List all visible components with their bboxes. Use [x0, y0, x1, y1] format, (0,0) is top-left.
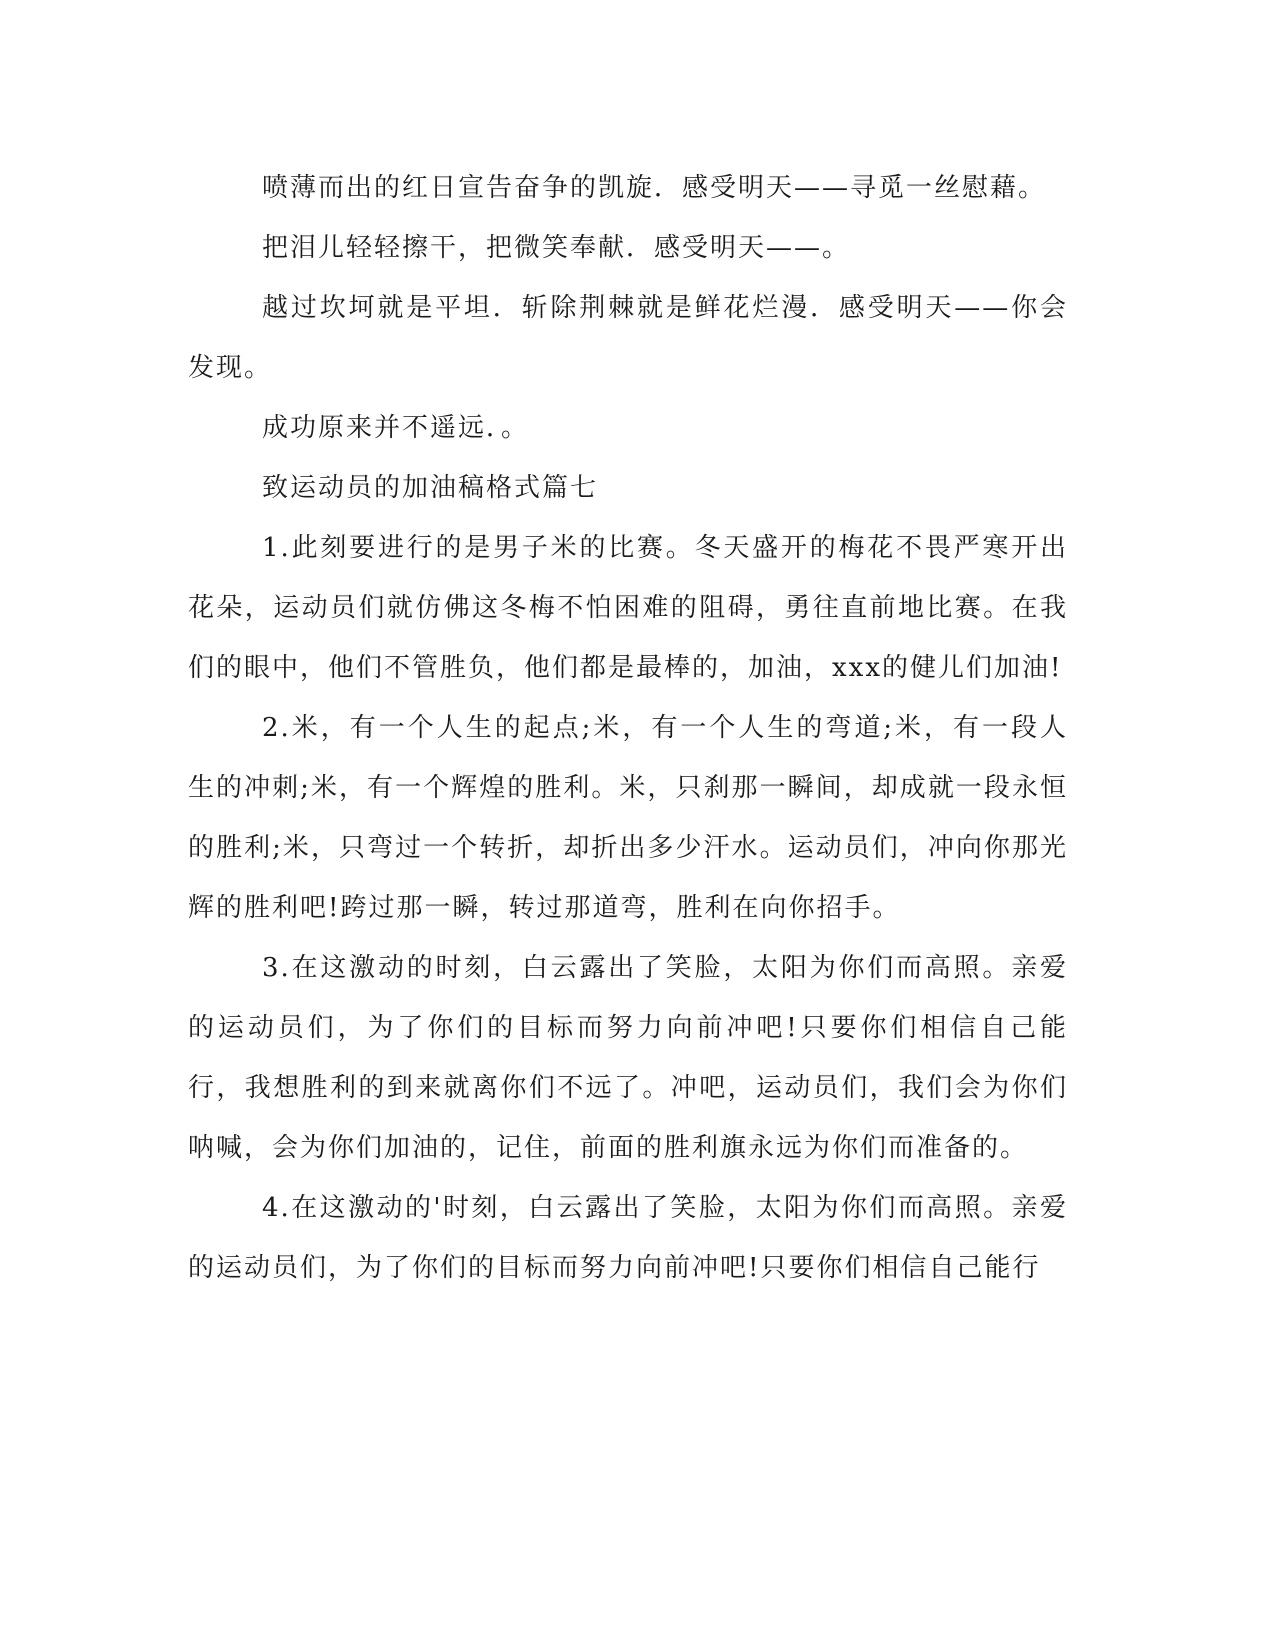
paragraph: 把泪儿轻轻擦干，把微笑奉献．感受明天——。	[262, 233, 851, 263]
paragraph: 2.米，有一个人生的起点;米，有一个人生的弯道;米，有一段人生的冲刺;米，有一个辉煌的胜利。米，只刹那一瞬间，却成就一段永恒的胜利;米，只弯过一个转折，却折出多少汗水。运动员们，冲向你那光辉的胜利吧!跨过那一瞬，转过那道弯，胜利在向你招手。	[188, 713, 1068, 923]
paragraph: 喷薄而出的红日宣告奋争的凯旋．感受明天——寻觅一丝慰藉。	[262, 173, 1047, 203]
paragraph: 3.在这激动的时刻，白云露出了笑脸，太阳为你们而高照。亲爱的运动员们，为了你们的目标而努力向前冲吧!只要你们相信自己能行，我想胜利的到来就离你们不远了。冲吧，运动员们，我们会为你们呐喊，会为你们加油的，记住，前面的胜利旗永远为你们而准备的。	[188, 953, 1068, 1163]
section-heading: 致运动员的加油稿格式篇七	[262, 473, 599, 503]
paragraph: 4.在这激动的'时刻，白云露出了笑脸，太阳为你们而高照。亲爱的运动员们，为了你们的目标而努力向前冲吧!只要你们相信自己能行	[188, 1193, 1068, 1283]
document-body	[188, 158, 1068, 1298]
paragraph: 越过坎坷就是平坦．斩除荆棘就是鲜花烂漫．感受明天——你会发现。	[188, 293, 1068, 383]
paragraph: 1.此刻要进行的是男子米的比赛。冬天盛开的梅花不畏严寒开出花朵，运动员们就仿佛这冬梅不怕困难的阻碍，勇往直前地比赛。在我们的眼中，他们不管胜负，他们都是最棒的，加油，xxx的健儿们加油!	[188, 533, 1068, 683]
paragraph: 成功原来并不遥远．。	[262, 413, 530, 443]
